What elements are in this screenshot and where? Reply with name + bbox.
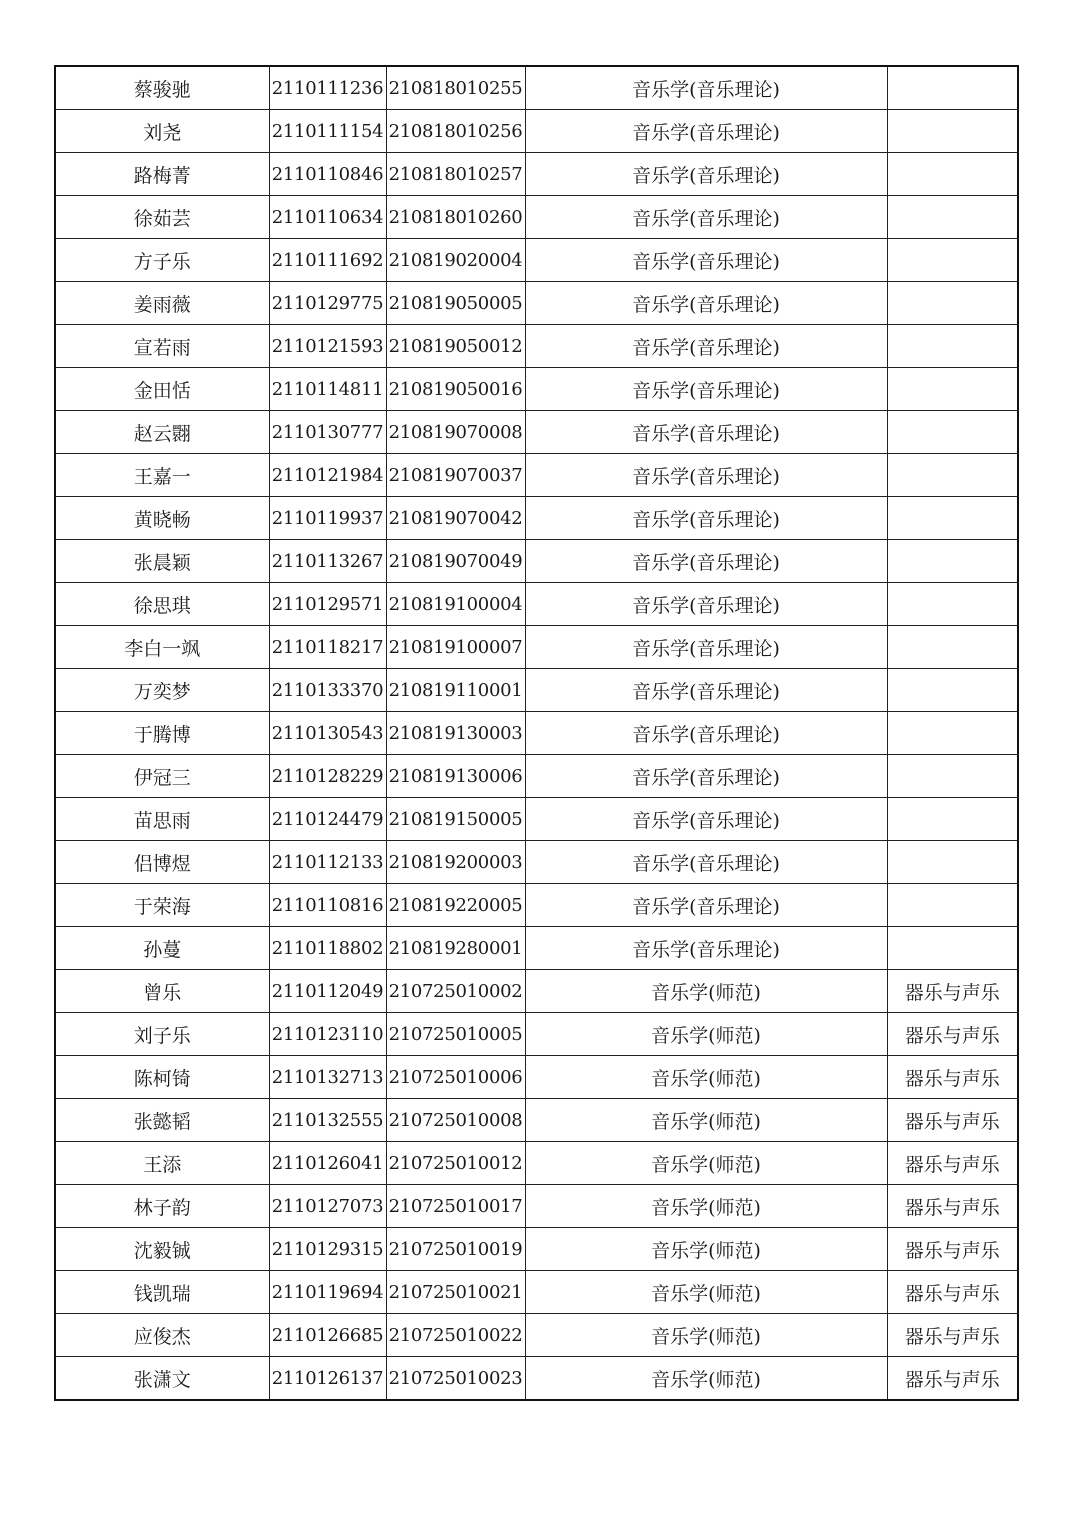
table-row bbox=[55, 1013, 1018, 1056]
student-name-cell: 钱凯瑞 bbox=[55, 1271, 269, 1314]
direction-cell bbox=[887, 884, 1018, 927]
major-cell: 音乐学(师范) bbox=[525, 1013, 887, 1056]
student-name-cell: 李白一飒 bbox=[55, 626, 269, 669]
direction-cell: 器乐与声乐 bbox=[887, 1271, 1018, 1314]
exam-number-cell: 210818010256 bbox=[386, 110, 525, 153]
exam-number-cell: 210725010002 bbox=[386, 970, 525, 1013]
major-cell: 音乐学(音乐理论) bbox=[525, 239, 887, 282]
exam-number-cell: 210819070049 bbox=[386, 540, 525, 583]
direction-cell: 器乐与声乐 bbox=[887, 970, 1018, 1013]
direction-cell bbox=[887, 196, 1018, 239]
major-cell: 音乐学(师范) bbox=[525, 1271, 887, 1314]
table-row bbox=[55, 1314, 1018, 1357]
table-row bbox=[55, 1099, 1018, 1142]
major-cell: 音乐学(音乐理论) bbox=[525, 110, 887, 153]
direction-cell: 器乐与声乐 bbox=[887, 1099, 1018, 1142]
table-row bbox=[55, 1271, 1018, 1314]
student-name-cell: 刘尧 bbox=[55, 110, 269, 153]
table-row bbox=[55, 841, 1018, 884]
table-row bbox=[55, 927, 1018, 970]
major-cell: 音乐学(音乐理论) bbox=[525, 583, 887, 626]
direction-cell: 器乐与声乐 bbox=[887, 1013, 1018, 1056]
exam-number-cell: 210819070037 bbox=[386, 454, 525, 497]
direction-cell bbox=[887, 583, 1018, 626]
exam-number-cell: 210819020004 bbox=[386, 239, 525, 282]
direction-cell bbox=[887, 712, 1018, 755]
student-number-cell: 2110118217 bbox=[269, 626, 386, 669]
major-cell: 音乐学(师范) bbox=[525, 1142, 887, 1185]
major-cell: 音乐学(师范) bbox=[525, 1228, 887, 1271]
student-name-cell: 张晨颖 bbox=[55, 540, 269, 583]
exam-number-cell: 210725010005 bbox=[386, 1013, 525, 1056]
table-row bbox=[55, 583, 1018, 626]
exam-number-cell: 210818010260 bbox=[386, 196, 525, 239]
direction-cell bbox=[887, 927, 1018, 970]
student-number-cell: 2110110634 bbox=[269, 196, 386, 239]
direction-cell bbox=[887, 411, 1018, 454]
direction-cell bbox=[887, 282, 1018, 325]
student-name-cell: 林子韵 bbox=[55, 1185, 269, 1228]
table-row bbox=[55, 1357, 1018, 1401]
student-number-cell: 2110127073 bbox=[269, 1185, 386, 1228]
direction-cell bbox=[887, 540, 1018, 583]
student-number-cell: 2110111236 bbox=[269, 66, 386, 110]
student-number-cell: 2110121984 bbox=[269, 454, 386, 497]
student-name-cell: 孙蔓 bbox=[55, 927, 269, 970]
exam-number-cell: 210819050012 bbox=[386, 325, 525, 368]
exam-number-cell: 210819100004 bbox=[386, 583, 525, 626]
direction-cell bbox=[887, 153, 1018, 196]
direction-cell: 器乐与声乐 bbox=[887, 1142, 1018, 1185]
student-number-cell: 2110124479 bbox=[269, 798, 386, 841]
student-name-cell: 张潇文 bbox=[55, 1357, 269, 1401]
table-row bbox=[55, 239, 1018, 282]
student-number-cell: 2110129775 bbox=[269, 282, 386, 325]
student-number-cell: 2110123110 bbox=[269, 1013, 386, 1056]
table-row bbox=[55, 454, 1018, 497]
major-cell: 音乐学(音乐理论) bbox=[525, 927, 887, 970]
exam-number-cell: 210819200003 bbox=[386, 841, 525, 884]
major-cell: 音乐学(师范) bbox=[525, 1099, 887, 1142]
student-number-cell: 2110119937 bbox=[269, 497, 386, 540]
table-row bbox=[55, 1228, 1018, 1271]
major-cell: 音乐学(音乐理论) bbox=[525, 884, 887, 927]
exam-number-cell: 210725010012 bbox=[386, 1142, 525, 1185]
student-name-cell: 刘子乐 bbox=[55, 1013, 269, 1056]
table-row bbox=[55, 1142, 1018, 1185]
major-cell: 音乐学(音乐理论) bbox=[525, 368, 887, 411]
student-number-cell: 2110130543 bbox=[269, 712, 386, 755]
table-row bbox=[55, 196, 1018, 239]
direction-cell bbox=[887, 110, 1018, 153]
direction-cell: 器乐与声乐 bbox=[887, 1314, 1018, 1357]
major-cell: 音乐学(音乐理论) bbox=[525, 712, 887, 755]
direction-cell bbox=[887, 325, 1018, 368]
table-row bbox=[55, 66, 1018, 110]
student-name-cell: 于荣海 bbox=[55, 884, 269, 927]
table-row bbox=[55, 712, 1018, 755]
major-cell: 音乐学(音乐理论) bbox=[525, 540, 887, 583]
student-name-cell: 宣若雨 bbox=[55, 325, 269, 368]
table-row bbox=[55, 884, 1018, 927]
major-cell: 音乐学(音乐理论) bbox=[525, 153, 887, 196]
student-number-cell: 2110132713 bbox=[269, 1056, 386, 1099]
student-name-cell: 金田恬 bbox=[55, 368, 269, 411]
table-row bbox=[55, 368, 1018, 411]
student-number-cell: 2110112133 bbox=[269, 841, 386, 884]
student-name-cell: 路梅菁 bbox=[55, 153, 269, 196]
student-number-cell: 2110119694 bbox=[269, 1271, 386, 1314]
student-number-cell: 2110128229 bbox=[269, 755, 386, 798]
table-row bbox=[55, 669, 1018, 712]
major-cell: 音乐学(师范) bbox=[525, 1357, 887, 1401]
major-cell: 音乐学(音乐理论) bbox=[525, 454, 887, 497]
major-cell: 音乐学(音乐理论) bbox=[525, 282, 887, 325]
direction-cell bbox=[887, 66, 1018, 110]
major-cell: 音乐学(师范) bbox=[525, 1185, 887, 1228]
student-number-cell: 2110110846 bbox=[269, 153, 386, 196]
major-cell: 音乐学(音乐理论) bbox=[525, 798, 887, 841]
student-name-cell: 沈毅铖 bbox=[55, 1228, 269, 1271]
student-name-cell: 蔡骏驰 bbox=[55, 66, 269, 110]
direction-cell bbox=[887, 798, 1018, 841]
student-name-cell: 黄晓畅 bbox=[55, 497, 269, 540]
direction-cell: 器乐与声乐 bbox=[887, 1228, 1018, 1271]
table-row bbox=[55, 497, 1018, 540]
table-row bbox=[55, 970, 1018, 1013]
exam-number-cell: 210819280001 bbox=[386, 927, 525, 970]
major-cell: 音乐学(师范) bbox=[525, 1056, 887, 1099]
major-cell: 音乐学(音乐理论) bbox=[525, 325, 887, 368]
table-row bbox=[55, 282, 1018, 325]
major-cell: 音乐学(音乐理论) bbox=[525, 497, 887, 540]
major-cell: 音乐学(音乐理论) bbox=[525, 841, 887, 884]
major-cell: 音乐学(师范) bbox=[525, 1314, 887, 1357]
table-row bbox=[55, 1185, 1018, 1228]
roster-body bbox=[55, 66, 1018, 1400]
exam-number-cell: 210819050005 bbox=[386, 282, 525, 325]
major-cell: 音乐学(音乐理论) bbox=[525, 411, 887, 454]
table-row bbox=[55, 1056, 1018, 1099]
major-cell: 音乐学(音乐理论) bbox=[525, 626, 887, 669]
exam-number-cell: 210819150005 bbox=[386, 798, 525, 841]
major-cell: 音乐学(师范) bbox=[525, 970, 887, 1013]
student-number-cell: 2110110816 bbox=[269, 884, 386, 927]
student-number-cell: 2110130777 bbox=[269, 411, 386, 454]
student-name-cell: 万奕梦 bbox=[55, 669, 269, 712]
exam-number-cell: 210725010023 bbox=[386, 1357, 525, 1401]
major-cell: 音乐学(音乐理论) bbox=[525, 196, 887, 239]
direction-cell: 器乐与声乐 bbox=[887, 1357, 1018, 1401]
exam-number-cell: 210725010017 bbox=[386, 1185, 525, 1228]
student-name-cell: 曾乐 bbox=[55, 970, 269, 1013]
major-cell: 音乐学(音乐理论) bbox=[525, 669, 887, 712]
student-number-cell: 2110114811 bbox=[269, 368, 386, 411]
student-number-cell: 2110111154 bbox=[269, 110, 386, 153]
student-number-cell: 2110132555 bbox=[269, 1099, 386, 1142]
direction-cell bbox=[887, 368, 1018, 411]
student-name-cell: 于腾博 bbox=[55, 712, 269, 755]
direction-cell: 器乐与声乐 bbox=[887, 1185, 1018, 1228]
direction-cell bbox=[887, 497, 1018, 540]
exam-number-cell: 210725010022 bbox=[386, 1314, 525, 1357]
table-row bbox=[55, 110, 1018, 153]
major-cell: 音乐学(音乐理论) bbox=[525, 66, 887, 110]
table-row bbox=[55, 153, 1018, 196]
exam-number-cell: 210819100007 bbox=[386, 626, 525, 669]
student-number-cell: 2110111692 bbox=[269, 239, 386, 282]
student-number-cell: 2110129315 bbox=[269, 1228, 386, 1271]
student-number-cell: 2110126137 bbox=[269, 1357, 386, 1401]
table-row bbox=[55, 411, 1018, 454]
exam-number-cell: 210819130006 bbox=[386, 755, 525, 798]
student-name-cell: 姜雨薇 bbox=[55, 282, 269, 325]
major-cell: 音乐学(音乐理论) bbox=[525, 755, 887, 798]
student-number-cell: 2110133370 bbox=[269, 669, 386, 712]
student-name-cell: 王添 bbox=[55, 1142, 269, 1185]
exam-number-cell: 210818010257 bbox=[386, 153, 525, 196]
student-number-cell: 2110126685 bbox=[269, 1314, 386, 1357]
exam-number-cell: 210725010021 bbox=[386, 1271, 525, 1314]
exam-number-cell: 210819050016 bbox=[386, 368, 525, 411]
student-name-cell: 陈柯锜 bbox=[55, 1056, 269, 1099]
student-name-cell: 应俊杰 bbox=[55, 1314, 269, 1357]
roster-table bbox=[54, 65, 1019, 1401]
direction-cell bbox=[887, 669, 1018, 712]
exam-number-cell: 210725010008 bbox=[386, 1099, 525, 1142]
exam-number-cell: 210819070008 bbox=[386, 411, 525, 454]
student-name-cell: 方子乐 bbox=[55, 239, 269, 282]
table-row bbox=[55, 755, 1018, 798]
student-name-cell: 徐茹芸 bbox=[55, 196, 269, 239]
student-number-cell: 2110121593 bbox=[269, 325, 386, 368]
student-name-cell: 徐思琪 bbox=[55, 583, 269, 626]
student-name-cell: 伊冠三 bbox=[55, 755, 269, 798]
student-number-cell: 2110113267 bbox=[269, 540, 386, 583]
exam-number-cell: 210725010019 bbox=[386, 1228, 525, 1271]
direction-cell: 器乐与声乐 bbox=[887, 1056, 1018, 1099]
exam-number-cell: 210819110001 bbox=[386, 669, 525, 712]
table-row bbox=[55, 325, 1018, 368]
direction-cell bbox=[887, 239, 1018, 282]
exam-number-cell: 210819220005 bbox=[386, 884, 525, 927]
student-name-cell: 张懿韬 bbox=[55, 1099, 269, 1142]
student-number-cell: 2110118802 bbox=[269, 927, 386, 970]
table-row bbox=[55, 626, 1018, 669]
student-name-cell: 侣博煜 bbox=[55, 841, 269, 884]
direction-cell bbox=[887, 454, 1018, 497]
student-name-cell: 苗思雨 bbox=[55, 798, 269, 841]
table-row bbox=[55, 798, 1018, 841]
direction-cell bbox=[887, 841, 1018, 884]
exam-number-cell: 210819130003 bbox=[386, 712, 525, 755]
student-number-cell: 2110129571 bbox=[269, 583, 386, 626]
student-number-cell: 2110126041 bbox=[269, 1142, 386, 1185]
exam-number-cell: 210819070042 bbox=[386, 497, 525, 540]
table-row bbox=[55, 540, 1018, 583]
student-number-cell: 2110112049 bbox=[269, 970, 386, 1013]
student-name-cell: 赵云翾 bbox=[55, 411, 269, 454]
exam-number-cell: 210818010255 bbox=[386, 66, 525, 110]
exam-number-cell: 210725010006 bbox=[386, 1056, 525, 1099]
direction-cell bbox=[887, 755, 1018, 798]
direction-cell bbox=[887, 626, 1018, 669]
student-name-cell: 王嘉一 bbox=[55, 454, 269, 497]
